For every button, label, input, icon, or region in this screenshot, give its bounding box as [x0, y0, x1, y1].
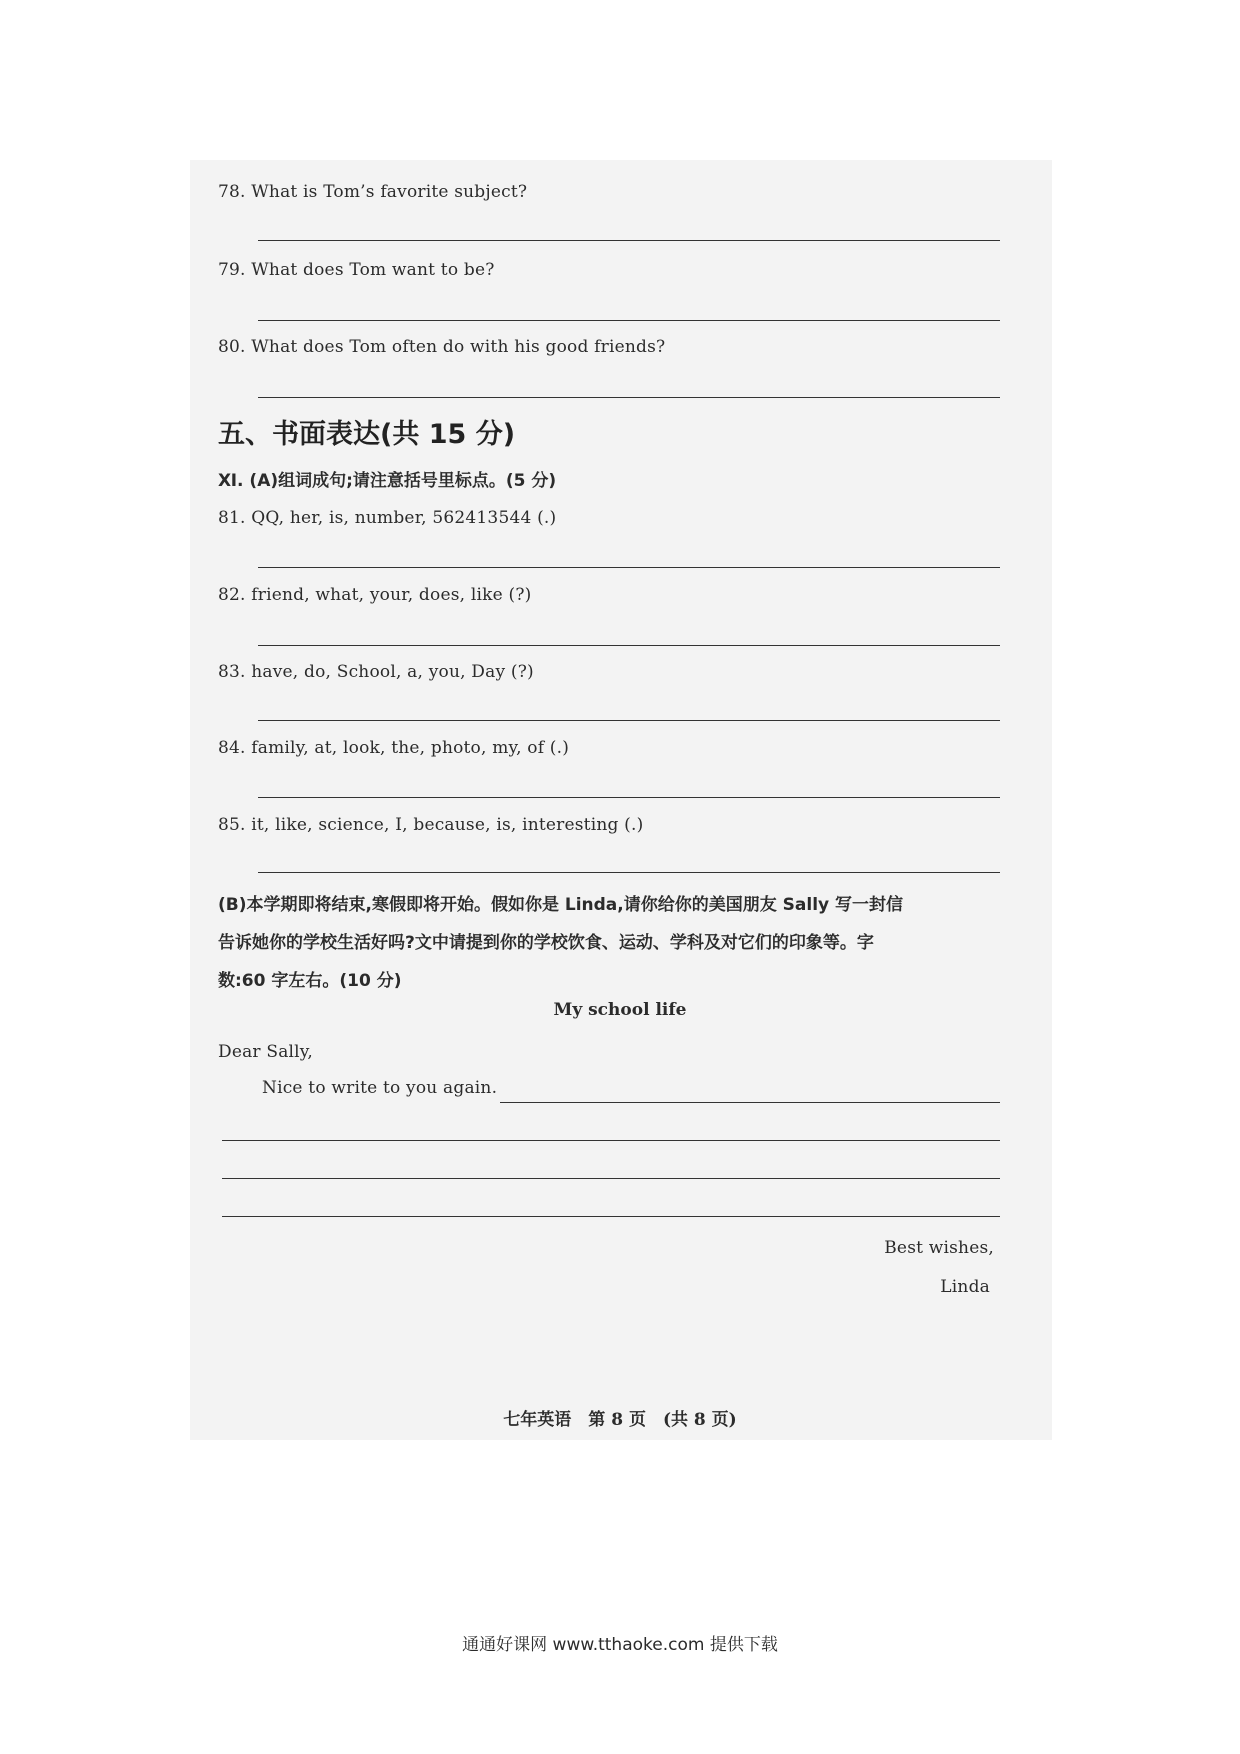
question-83: 83. have, do, School, a, you, Day (?): [218, 662, 534, 682]
answer-line-79[interactable]: [258, 320, 1000, 321]
answer-line-78[interactable]: [258, 240, 1000, 241]
question-82: 82. friend, what, your, does, like (?): [218, 585, 532, 605]
answer-line-80[interactable]: [258, 397, 1000, 398]
letter-opening: Nice to write to you again.: [262, 1078, 498, 1098]
answer-line-85[interactable]: [258, 872, 1000, 873]
writing-line-4[interactable]: [222, 1216, 1000, 1217]
question-78: 78. What is Tom’s favorite subject?: [218, 182, 528, 202]
answer-line-82[interactable]: [258, 645, 1000, 646]
page-footer: 七年英语 第 8 页 (共 8 页): [503, 1410, 737, 1430]
part-b-line-3: 数:60 字左右。(10 分): [218, 971, 402, 991]
letter-closing: Best wishes,: [884, 1238, 994, 1258]
question-84: 84. family, at, look, the, photo, my, of (.): [218, 738, 570, 758]
writing-line-2[interactable]: [222, 1140, 1000, 1141]
answer-line-83[interactable]: [258, 720, 1000, 721]
writing-line-3[interactable]: [222, 1178, 1000, 1179]
question-85: 85. it, like, science, I, because, is, interesting (.): [218, 815, 644, 835]
question-80: 80. What does Tom often do with his good friends?: [218, 337, 666, 357]
download-credit: 通通好课网 www.tthaoke.com 提供下载: [462, 1635, 778, 1655]
answer-line-84[interactable]: [258, 797, 1000, 798]
section-title: 五、书面表达(共 15 分): [218, 419, 516, 450]
writing-line-1[interactable]: [500, 1102, 1000, 1103]
letter-title: My school life: [553, 1000, 687, 1020]
part-a-instruction: Ⅺ. (A)组词成句;请注意括号里标点。(5 分): [218, 471, 557, 491]
part-b-line-1: (B)本学期即将结束,寒假即将开始。假如你是 Linda,请你给你的美国朋友 Sally 写一封信: [218, 895, 904, 915]
answer-line-81[interactable]: [258, 567, 1000, 568]
question-79: 79. What does Tom want to be?: [218, 260, 495, 280]
letter-signature: Linda: [940, 1277, 990, 1297]
question-81: 81. QQ, her, is, number, 562413544 (.): [218, 508, 557, 528]
letter-greeting: Dear Sally,: [218, 1042, 313, 1062]
part-b-line-2: 告诉她你的学校生活好吗?文中请提到你的学校饮食、运动、学科及对它们的印象等。字: [218, 933, 874, 953]
